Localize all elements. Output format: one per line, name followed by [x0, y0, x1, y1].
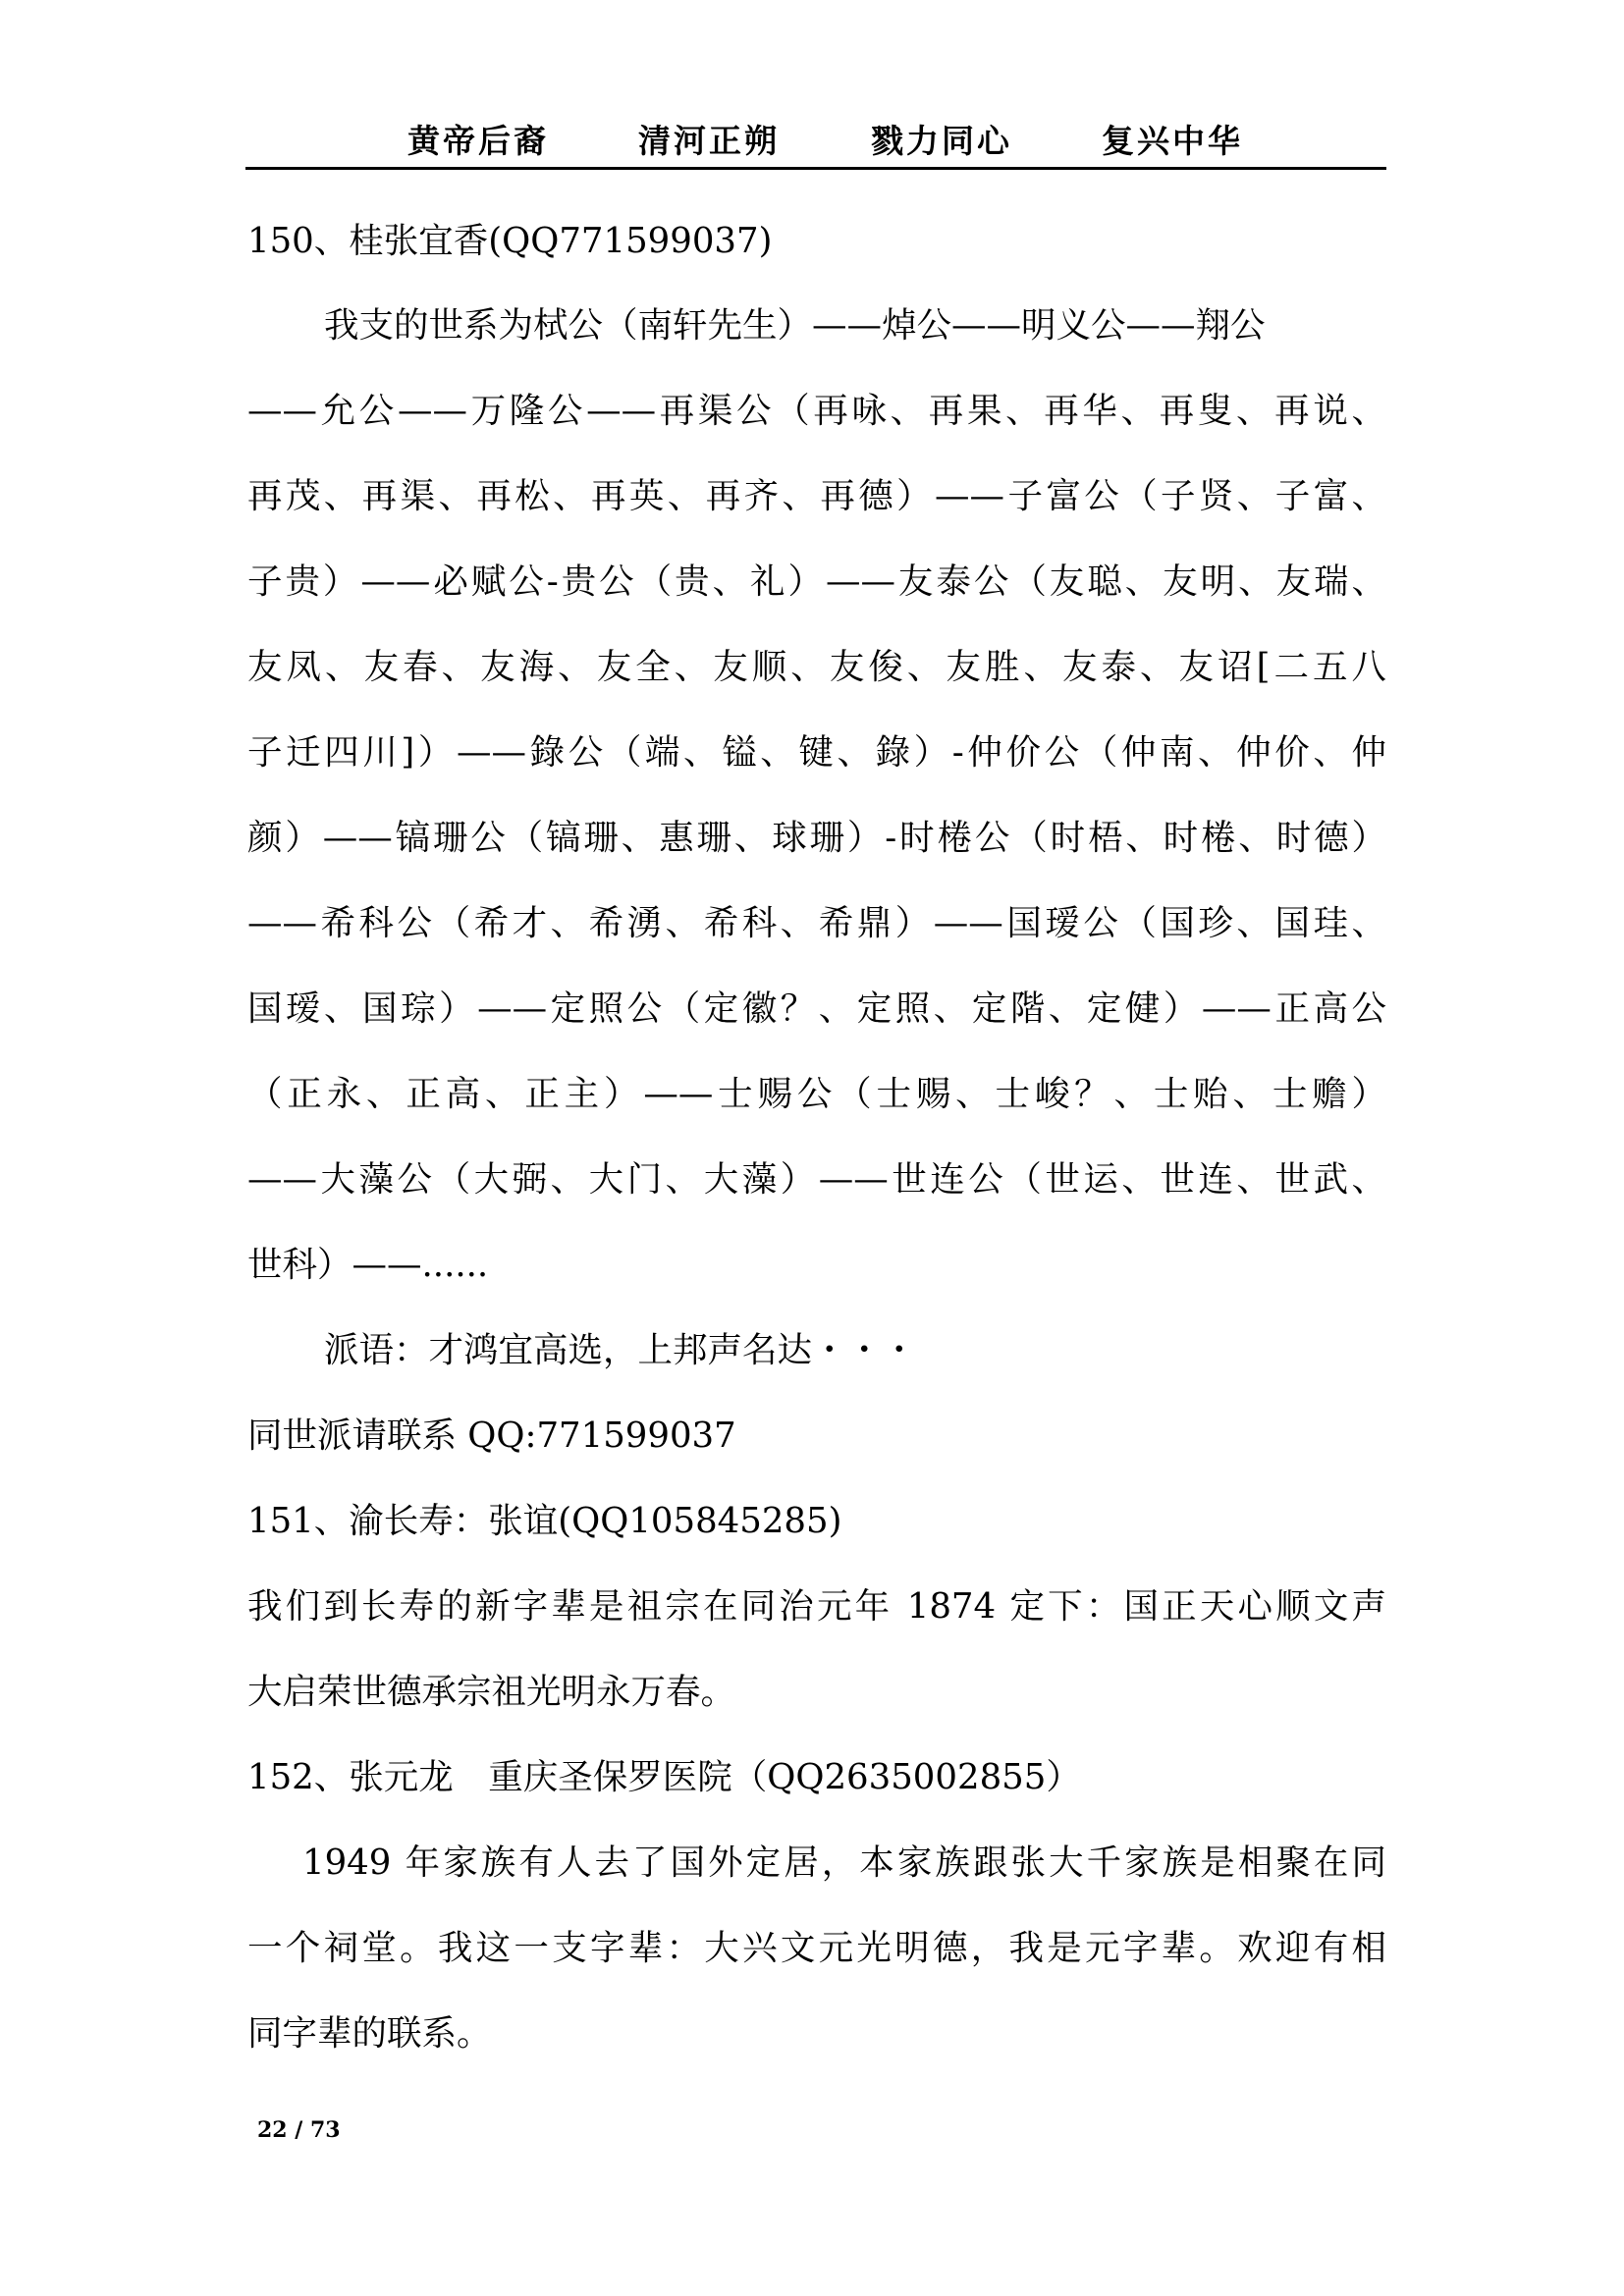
entry-150-paragraph-line: 子贵）——必赋公-贵公（贵、礼）——友泰公（友聪、友明、友瑞、: [247, 561, 1386, 602]
header-motto-2: 清河正朔: [638, 122, 780, 160]
header-motto-4: 复兴中华: [1102, 122, 1243, 160]
entry-150-paragraph-line: 友凤、友春、友海、友全、友顺、友俊、友胜、友泰、友诏[二五八: [247, 647, 1386, 687]
page-header: [245, 116, 1384, 169]
header-motto-1: 黄帝后裔: [407, 122, 549, 160]
entry-150-heading: 150、桂张宜香(QQ771599037): [247, 221, 773, 261]
entry-152-paragraph-line: 1949 年家族有人去了国外定居，本家族跟张大千家族是相聚在同: [302, 1842, 1386, 1883]
header-divider: [245, 167, 1386, 170]
entry-152-heading: 152、张元龙 重庆圣保罗医院（QQ2635002855）: [247, 1757, 1081, 1797]
entry-150-generation-poem: 派语：才鸿宜高选，上邦声名达・・・: [324, 1330, 917, 1370]
entry-151-heading: 151、渝长寿：张谊(QQ105845285): [247, 1501, 842, 1541]
entry-150-paragraph-line: ——希科公（希才、希湧、希科、希鼎）——国瑷公（国珍、国珪、: [247, 903, 1386, 943]
entry-152-paragraph-line: 同字辈的联系。: [247, 2013, 492, 2054]
entry-150-paragraph-line: 再茂、再渠、再松、再英、再齐、再德）——子富公（子贤、子富、: [247, 476, 1386, 516]
entry-150-contact: 同世派请联系 QQ:771599037: [247, 1415, 736, 1456]
entry-150-paragraph-line: ——大藻公（大弼、大门、大藻）——世连公（世运、世连、世武、: [247, 1159, 1386, 1200]
entry-150-paragraph-line: 子迁四川]）——錄公（端、镒、键、錄）-仲价公（仲南、仲价、仲: [247, 732, 1386, 773]
entry-150-paragraph-line: 世科）——......: [247, 1245, 489, 1285]
entry-150-paragraph-line: 颜）——镐珊公（镐珊、惠珊、球珊）-时棬公（时梧、时棬、时德）: [247, 818, 1386, 858]
entry-151-paragraph-line: 我们到长寿的新字辈是祖宗在同治元年 1874 定下：国正天心顺文声: [247, 1586, 1386, 1627]
entry-150-paragraph-line: 我支的世系为栻公（南轩先生）——焯公——明义公——翔公: [324, 305, 1266, 346]
entry-152-paragraph-line: 一个祠堂。我这一支字辈：大兴文元光明德，我是元字辈。欢迎有相: [247, 1928, 1386, 1968]
entry-150-paragraph-line: 国瑷、国琮）——定照公（定徽？、定照、定階、定健）——正高公: [247, 988, 1386, 1029]
entry-150-paragraph-line: （正永、正高、正主）——士赐公（士赐、士峻？、士贻、士赡）: [247, 1074, 1386, 1114]
entry-151-paragraph-line: 大启荣世德承宗祖光明永万春。: [247, 1672, 736, 1712]
header-motto-3: 戮力同心: [871, 122, 1012, 160]
page-number: 22 / 73: [257, 2117, 341, 2143]
entry-150-paragraph-line: ——允公——万隆公——再渠公（再咏、再果、再华、再叟、再说、: [247, 391, 1386, 431]
